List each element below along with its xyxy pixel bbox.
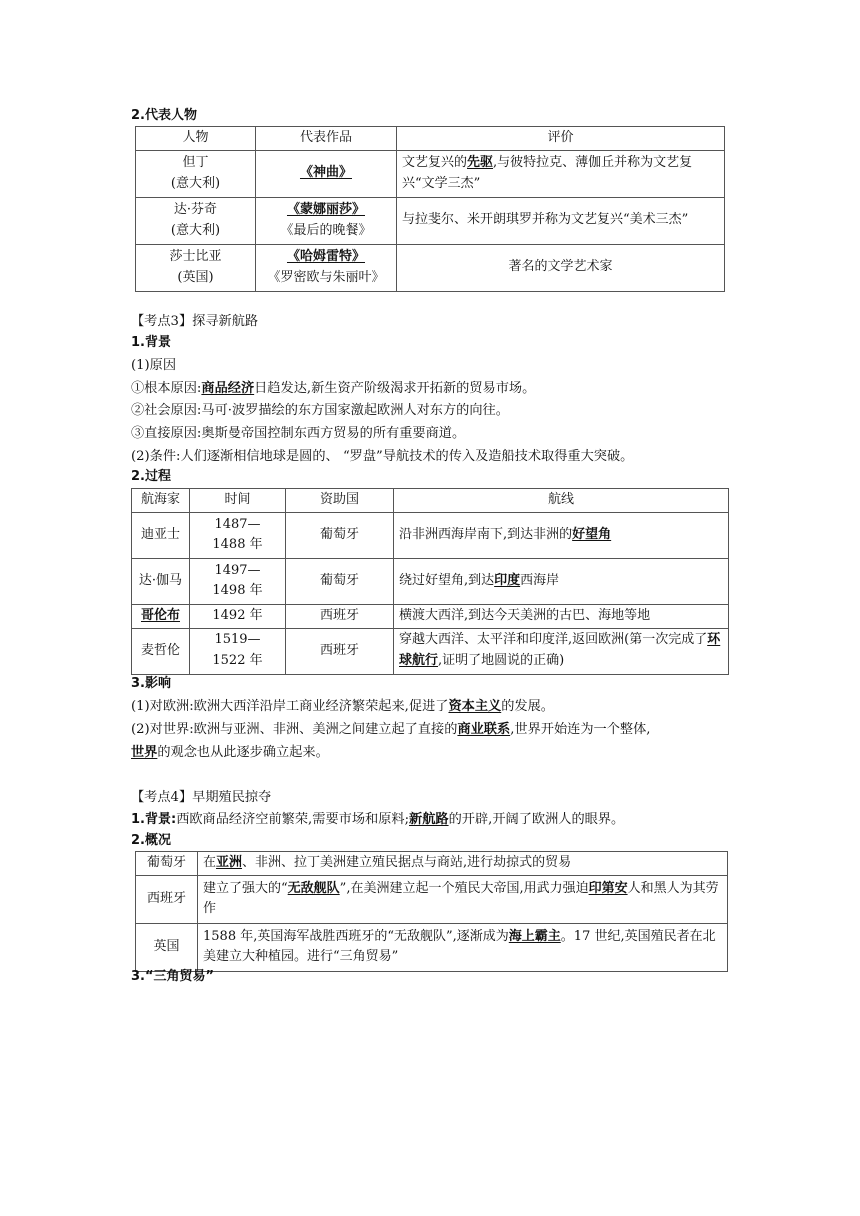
keyword: 《神曲》	[299, 165, 352, 181]
kp4-background: 1.背景:西欧商品经济空前繁荣,需要市场和原料;新航路的开辟,开阔了欧洲人的眼界。	[131, 812, 625, 827]
works-cell: 《哈姆雷特》 《罗密欧与朱丽叶》	[256, 244, 397, 291]
keyword: 海上霸主	[508, 928, 561, 944]
works-cell: 《蒙娜丽莎》 《最后的晚餐》	[256, 197, 397, 244]
header-sponsor: 资助国	[286, 489, 394, 513]
header-works: 代表作品	[256, 127, 397, 151]
person-cell: 莎士比亚 (英国)	[136, 244, 256, 291]
route-cell: 横渡大西洋,到达今天美洲的古巴、海地等地	[394, 604, 729, 628]
navigator-cell	[132, 604, 190, 628]
impact-world: (2)对世界:欧洲与亚洲、非洲、美洲之间建立起了直接的商业联系,世界开始连为一个整体,	[131, 722, 651, 737]
keyword: 印第安	[588, 880, 628, 896]
representatives-table	[135, 126, 725, 292]
works-cell	[256, 150, 397, 197]
table-row	[136, 852, 728, 876]
country-cell: 葡萄牙	[136, 852, 198, 876]
time-cell: 1487— 1488 年	[190, 512, 286, 558]
keyword: 《哈姆雷特》	[286, 249, 365, 264]
impact-title: 3.影响	[131, 676, 171, 691]
time-cell: 1492 年	[190, 604, 286, 628]
section-title-representatives: 2.代表人物	[131, 108, 197, 123]
country-cell: 西班牙	[136, 875, 198, 923]
reason-title: (1)原因	[131, 358, 177, 373]
table-row	[136, 244, 725, 291]
country-cell: 英国	[136, 923, 198, 971]
impact-world-cont: 世界的观念也从此逐步确立起来。	[131, 745, 329, 760]
navigator-cell: 麦哲伦	[132, 628, 190, 674]
keyword: 世界	[131, 745, 158, 760]
kp3-background-title: 1.背景	[131, 335, 171, 350]
keyword: 商品经济	[201, 381, 255, 396]
person-cell: 但丁 (意大利)	[136, 150, 256, 197]
keyword: 哥伦布	[140, 607, 180, 623]
keyword: 无敌舰队	[287, 880, 340, 896]
header-person: 人物	[136, 127, 256, 151]
header-evaluation: 评价	[397, 127, 725, 151]
person-cell: 达·芬奇 (意大利)	[136, 197, 256, 244]
table-row	[132, 628, 729, 674]
navigator-cell: 达·伽马	[132, 558, 190, 604]
colonial-table	[135, 851, 728, 972]
sponsor-cell: 葡萄牙	[286, 512, 394, 558]
impact-europe: (1)对欧洲:欧洲大西洋沿岸工商业经济繁荣起来,促进了资本主义的发展。	[131, 699, 554, 714]
sponsor-cell: 西班牙	[286, 604, 394, 628]
keyword: 商业联系	[457, 722, 511, 737]
reason-3: ③直接原因:奥斯曼帝国控制东西方贸易的所有重要商道。	[131, 426, 466, 441]
keyword: 印度	[494, 572, 521, 588]
keyword: 先驱	[467, 155, 494, 170]
sponsor-cell: 西班牙	[286, 628, 394, 674]
overview-cell: 建立了强大的“无敌舰队”,在美洲建立起一个殖民大帝国,用武力强迫印第安人和黑人为其劳作	[198, 875, 728, 923]
table-row	[136, 197, 725, 244]
overview-cell: 在亚洲、非洲、拉丁美洲建立殖民据点与商站,进行劫掠式的贸易	[198, 852, 728, 876]
header-time: 时间	[190, 489, 286, 513]
table-row	[132, 604, 729, 628]
table-row	[136, 923, 728, 971]
navigator-cell: 迪亚士	[132, 512, 190, 558]
keyword: 新航路	[409, 812, 449, 827]
table-header-row	[132, 489, 729, 513]
sponsor-cell: 葡萄牙	[286, 558, 394, 604]
keyword: 《蒙娜丽莎》	[286, 202, 365, 217]
route-cell: 绕过好望角,到达印度西海岸	[394, 558, 729, 604]
overview-cell: 1588 年,英国海军战胜西班牙的“无敌舰队”,逐渐成为海上霸主。17 世纪,英国殖民者在北美建立大种植园。进行“三角贸易”	[198, 923, 728, 971]
keyword: 亚洲	[216, 855, 243, 870]
keyword: 资本主义	[448, 699, 502, 714]
kp3-heading: 【考点3】探寻新航路	[131, 314, 259, 329]
process-title: 2.过程	[131, 469, 171, 484]
table-row	[136, 875, 728, 923]
header-route: 航线	[394, 489, 729, 513]
table-header-row	[136, 127, 725, 151]
table-row	[132, 558, 729, 604]
evaluation-cell: 文艺复兴的先驱,与彼特拉克、薄伽丘并称为文艺复兴“文学三杰”	[397, 150, 725, 197]
keyword: 好望角	[572, 526, 612, 542]
keyword: 环球航行	[399, 632, 721, 669]
table-row	[136, 150, 725, 197]
header-navigator: 航海家	[132, 489, 190, 513]
reason-2: ②社会原因:马可·波罗描绘的东方国家激起欧洲人对东方的向往。	[131, 403, 509, 418]
route-cell: 穿越大西洋、太平洋和印度洋,返回欧洲(第一次完成了环球航行,证明了地圆说的正确)	[394, 628, 729, 674]
reason-1: ①根本原因:商品经济日趋发达,新生资产阶级渴求开拓新的贸易市场。	[131, 381, 536, 396]
route-cell: 沿非洲西海岸南下,到达非洲的好望角	[394, 512, 729, 558]
time-cell: 1497— 1498 年	[190, 558, 286, 604]
kp4-heading: 【考点4】早期殖民掠夺	[131, 790, 272, 805]
evaluation-cell: 著名的文学艺术家	[397, 244, 725, 291]
conditions: (2)条件:人们逐渐相信地球是圆的、 “罗盘”导航技术的传入及造船技术取得重大突破。	[131, 449, 634, 464]
overview-title: 2.概况	[131, 833, 171, 848]
voyages-table	[131, 488, 729, 675]
time-cell: 1519— 1522 年	[190, 628, 286, 674]
evaluation-cell: 与拉斐尔、米开朗琪罗并称为文艺复兴“美术三杰”	[397, 197, 725, 244]
triangle-trade-title: 3.“三角贸易”	[131, 969, 215, 984]
table-row	[132, 512, 729, 558]
